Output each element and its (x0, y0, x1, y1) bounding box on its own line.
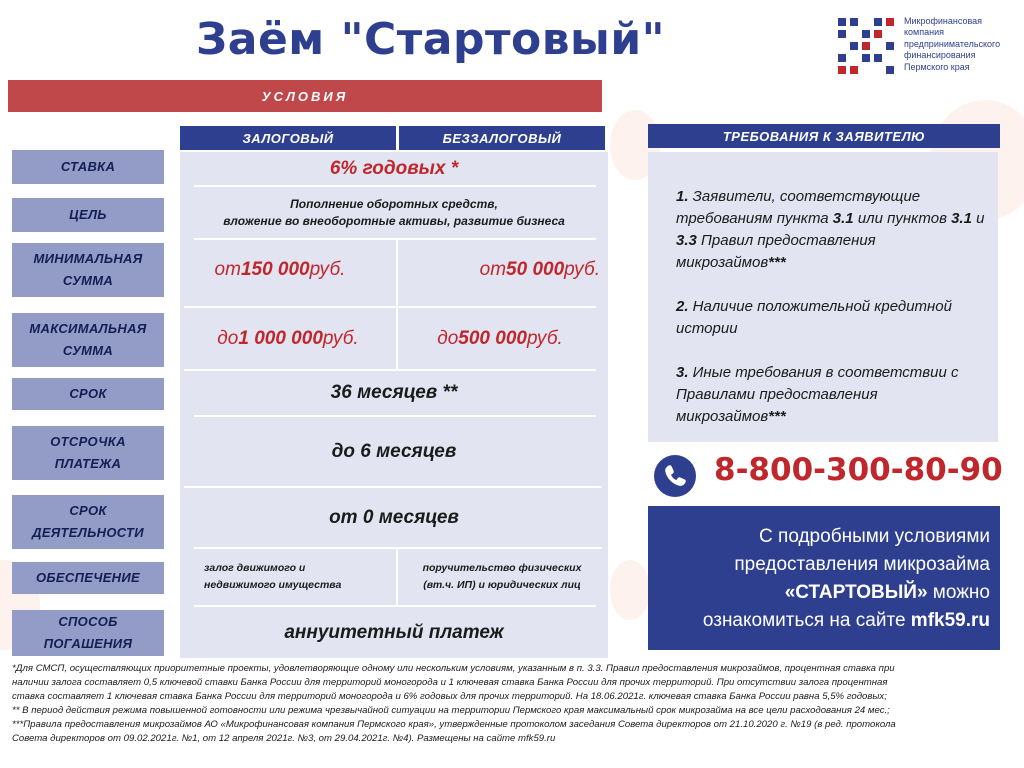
logo-line: предпринимательского (904, 38, 1001, 49)
label-text: ДЕЯТЕЛЬНОСТИ (32, 525, 144, 540)
column-header-secured: ЗАЛОГОВЫЙ (180, 126, 396, 150)
label-text: ОТСРОЧКА (50, 434, 126, 449)
repayment-text: аннуитетный платеж (284, 621, 504, 643)
label-text: СУММА (62, 273, 114, 288)
row-label-activity (12, 495, 164, 549)
label-text: ОБЕСПЕЧЕНИЕ (36, 570, 140, 585)
amount-value: 150 000 (240, 259, 310, 280)
collateral-line: залог движимого и (204, 562, 306, 574)
item-text: Иные требования в соответствии с Правилами предоставления микрозаймов (676, 364, 959, 425)
term-text: 36 месяцев ** (330, 382, 458, 403)
item-number: 1. (676, 188, 689, 205)
row-label-term (12, 378, 164, 410)
repayment-value (180, 607, 608, 658)
info-text: ознакомиться на сайте (702, 610, 911, 631)
label-text: ПЛАТЕЖА (54, 456, 122, 471)
item-ref: 3.3 (676, 232, 697, 249)
collateral-unsecured (400, 549, 604, 605)
amount-prefix: до (217, 328, 239, 349)
label-text: СУММА (62, 343, 114, 358)
footnotes (12, 662, 1012, 746)
loan-name: «СТАРТОВЫЙ» (784, 582, 928, 603)
amount-suffix: руб. (322, 328, 359, 349)
purpose-value (180, 188, 608, 238)
item-ref: 3.1 (832, 210, 854, 227)
row-label-deferral (12, 426, 164, 480)
amount-prefix: от (214, 259, 241, 280)
row-label-rate (12, 150, 164, 184)
requirements-box (648, 152, 998, 442)
company-logo (836, 16, 1024, 76)
item-text: или пунктов (853, 210, 952, 227)
collateral-line: поручительство физических (422, 562, 582, 574)
row-label-collateral (12, 562, 164, 594)
label-text: СРОК (69, 503, 107, 518)
collateral-line: (вт.ч. ИП) и юридических лиц (423, 579, 581, 591)
activity-value (180, 488, 608, 547)
conditions-header: УСЛОВИЯ (8, 80, 602, 112)
rate-value (180, 152, 608, 185)
requirement-item (676, 362, 986, 428)
footnote-line: *Для СМСП, осуществляющих приоритетные проекты, удовлетворяющие одному или нескольким условиям, указанным в п. 3.3. Правил предоставления микрозаймов, процентная ставка при (12, 663, 895, 674)
amount-prefix: от (479, 259, 507, 280)
info-line (648, 607, 990, 635)
min-sum-secured (180, 240, 380, 300)
amount-prefix: до (437, 328, 459, 349)
item-text: Заявители, соответствующие требованиям пункта (676, 188, 921, 227)
logo-mark-icon (836, 16, 896, 76)
info-line (648, 579, 990, 607)
purpose-line: вложение во внеоборотные активы, развитие бизнеса (223, 214, 565, 228)
item-number: 3. (676, 364, 689, 381)
info-box (648, 506, 1000, 650)
table-column-divider (396, 547, 398, 605)
amount-value: 1 000 000 (238, 328, 323, 349)
amount-suffix: руб. (309, 259, 346, 280)
label-text: СТАВКА (60, 159, 116, 174)
label-text: МАКСИМАЛЬНАЯ (29, 321, 147, 336)
item-text: Наличие положительной кредитной истории (676, 298, 952, 337)
item-number: 2. (676, 298, 689, 315)
label-text: СРОК (69, 386, 107, 401)
min-sum-unsecured (400, 240, 600, 300)
row-label-max-sum (12, 313, 164, 367)
item-text: Правил предоставления микрозаймов (676, 232, 876, 271)
item-ref: 3.1 (951, 210, 972, 227)
requirements-header: ТРЕБОВАНИЯ К ЗАЯВИТЕЛЮ (648, 124, 1000, 148)
info-text: можно (927, 582, 990, 603)
phone-glyph-icon (654, 455, 696, 497)
collateral-line: недвижимого имущества (204, 579, 342, 591)
label-text: МИНИМАЛЬНАЯ (33, 251, 143, 266)
footnote-line: Совета директоров от 09.02.2021г. №1, от 12 апреля 2021г. №3, от 29.04.2021г. №4). Размещены на сайте mfk59.ru (12, 733, 556, 744)
label-text: ПОГАШЕНИЯ (43, 636, 133, 651)
item-text: и (971, 210, 985, 227)
info-line: предоставления микрозайма (734, 554, 990, 575)
row-label-purpose (12, 198, 164, 232)
requirement-item (676, 186, 986, 274)
amount-value: 500 000 (458, 328, 527, 349)
column-header-unsecured: БЕЗЗАЛОГОВЫЙ (399, 126, 605, 150)
collateral-secured (196, 549, 394, 605)
deferral-text: до 6 месяцев (331, 440, 457, 462)
deferral-value (180, 417, 608, 486)
logo-line: Пермского края (904, 61, 970, 72)
rate-text: 6% годовых * (329, 157, 459, 179)
logo-line: Микрофинансовая (904, 16, 983, 26)
requirements-list (676, 186, 986, 450)
amount-suffix: руб. (564, 259, 600, 280)
info-line: С подробными условиями (759, 526, 990, 547)
table-column-divider (396, 238, 398, 369)
activity-text: от 0 месяцев (329, 506, 459, 528)
logo-line: финансирования (904, 50, 976, 61)
phone-number[interactable]: 8-800-300-80-90 (714, 452, 1003, 488)
max-sum-unsecured (400, 308, 600, 370)
logo-line: компания (904, 27, 944, 38)
label-text: СПОСОБ (58, 614, 118, 629)
item-stars: *** (768, 408, 786, 425)
logo-text (904, 16, 1022, 73)
row-label-repayment (12, 610, 164, 656)
table-divider (194, 185, 596, 187)
footnote-line: наличии залога составляет 0,5 ключевой ставки Банка России для территорий моногорода и 1 ключевая ставка Банка России для прочих территорий. При отсутствии залога процентная (12, 677, 888, 688)
amount-suffix: руб. (526, 328, 563, 349)
footnote-line: ** В период действия режима повышенной готовности или режима чрезвычайной ситуации на территории Пермского края максимальный срок микрозайма на все цели расходования 24 мес.; (12, 705, 890, 716)
item-stars: *** (768, 254, 786, 271)
row-label-min-sum (12, 243, 164, 297)
footnote-line: ставка составляет 1 ключевая ставка Банка России для территорий моногорода и 6% годовых для прочих территорий. На 18.06.2021г. ключевая ставка Банка России равна 5,5% годовых; (12, 691, 887, 702)
website-link[interactable]: mfk59.ru (910, 610, 990, 631)
background-decoration (610, 560, 650, 620)
page-title: Заём "Стартовый" (196, 14, 666, 65)
label-text: ЦЕЛЬ (69, 207, 107, 222)
phone-icon (654, 455, 696, 497)
purpose-line: Пополнение оборотных средств, (290, 197, 498, 211)
max-sum-secured (180, 308, 396, 370)
requirement-item (676, 296, 986, 340)
term-value (180, 371, 608, 415)
footnote-line: ***Правила предоставления микрозаймов АО «Микрофинансовая компания Пермского края», утвержденные протоколом заседания Совета директоров от 21.10.2020 г. №19 (в ред. протокола (12, 719, 896, 730)
amount-value: 50 000 (506, 259, 565, 280)
